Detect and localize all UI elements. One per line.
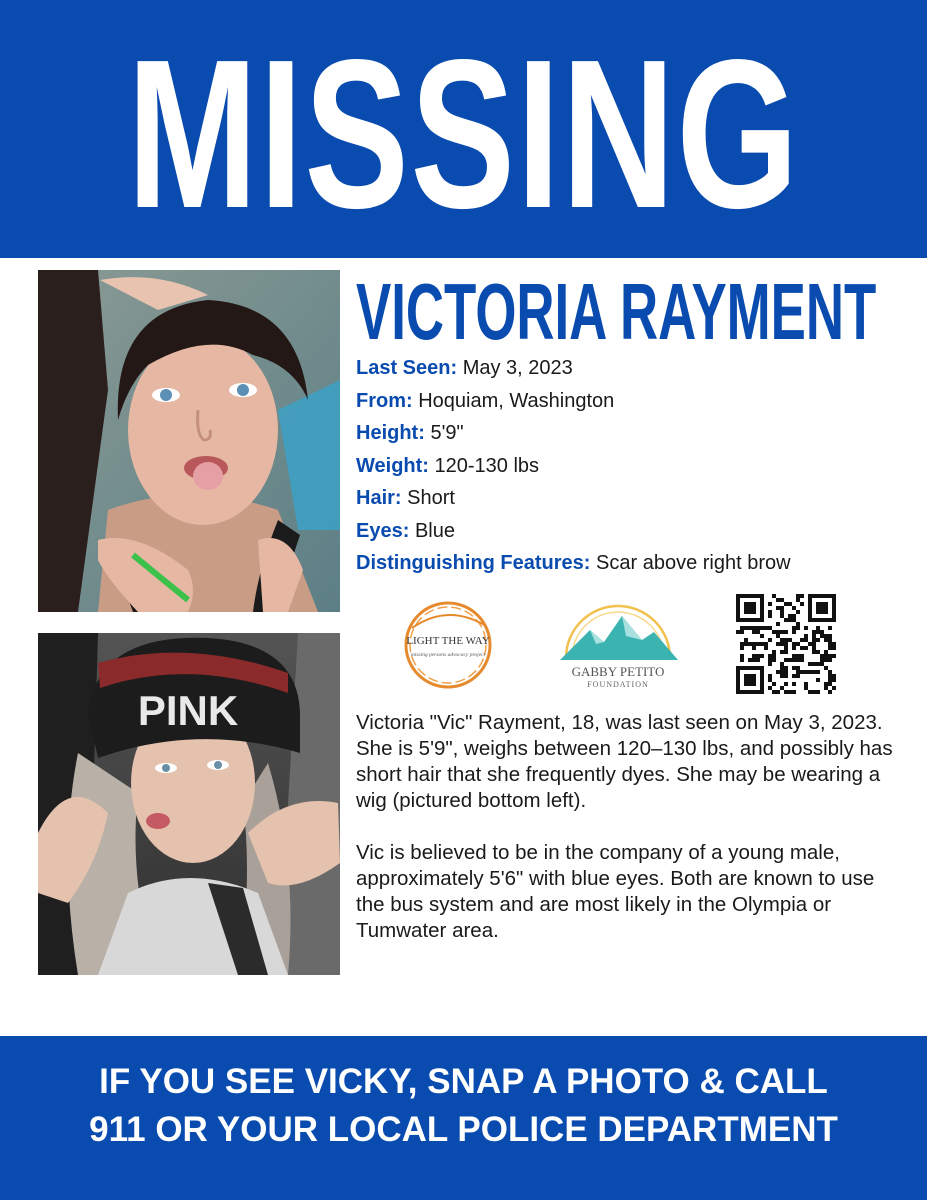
person-name: VICTORIA RAYMENT <box>356 267 877 356</box>
missing-title: MISSING <box>127 15 800 252</box>
fact-label: Eyes: <box>356 519 410 542</box>
fact-value: Scar above right brow <box>596 552 791 574</box>
qr-code[interactable] <box>736 594 836 694</box>
fact-distinguishing-features <box>356 547 916 580</box>
light-the-way-logo <box>382 598 514 692</box>
fact-list <box>356 352 916 580</box>
fact-value: 5'9" <box>430 422 464 444</box>
fact-hair <box>356 482 916 515</box>
gp-subtitle: FOUNDATION <box>587 680 649 689</box>
fact-label: Last Seen: <box>356 357 458 379</box>
photo-bottom-left <box>38 633 340 975</box>
fact-label: From: <box>356 389 413 412</box>
footer-call-to-action <box>0 1058 927 1154</box>
fact-label: Hair: <box>356 487 402 509</box>
description-paragraph: Vic is believed to be in the company of a young male, approximately 5'6" with blue eyes. Both are known to use the bus system and are most likely in the Olympia or Tumwater area. <box>356 841 875 942</box>
ltw-title: LIGHT THE WAY <box>406 635 490 647</box>
description <box>356 710 901 970</box>
fact-last-seen <box>356 352 916 385</box>
fact-weight <box>356 450 916 483</box>
fact-height <box>356 417 916 450</box>
person-photo-beanie-wig-icon <box>38 633 340 975</box>
light-the-way-logo-icon <box>382 598 514 692</box>
fact-value: May 3, 2023 <box>462 357 573 379</box>
gabby-petito-foundation-logo <box>546 594 690 692</box>
footer-line: 911 OR YOUR LOCAL POLICE DEPARTMENT <box>89 1110 838 1149</box>
fact-value: Hoquiam, Washington <box>418 389 615 412</box>
beanie-text: PINK <box>137 687 239 734</box>
fact-eyes <box>356 515 916 548</box>
qr-code-icon[interactable] <box>736 594 836 694</box>
photo-top-left <box>38 270 340 612</box>
fact-value: 120-130 lbs <box>434 454 540 477</box>
footer-line: IF YOU SEE VICKY, SNAP A PHOTO & CALL <box>99 1062 828 1101</box>
fact-value: Blue <box>414 519 455 542</box>
person-photo-short-hair-icon <box>38 270 340 612</box>
fact-from <box>356 385 916 418</box>
fact-value: Short <box>407 487 455 509</box>
description-paragraph: Victoria "Vic" Rayment, 18, was last seen on May 3, 2023. She is 5'9", weighs between 120–130 lbs, and possibly has short hair that she frequently dyes. She may be wearing a wig (pictured bottom left). <box>356 711 893 812</box>
gp-title: GABBY PETITO <box>571 664 665 679</box>
gabby-petito-logo-icon <box>546 594 690 692</box>
ltw-subtitle: missing persons advocacy project <box>410 652 486 658</box>
fact-label: Weight: <box>356 454 429 477</box>
fact-label: Distinguishing Features: <box>356 552 591 574</box>
fact-label: Height: <box>356 422 425 444</box>
